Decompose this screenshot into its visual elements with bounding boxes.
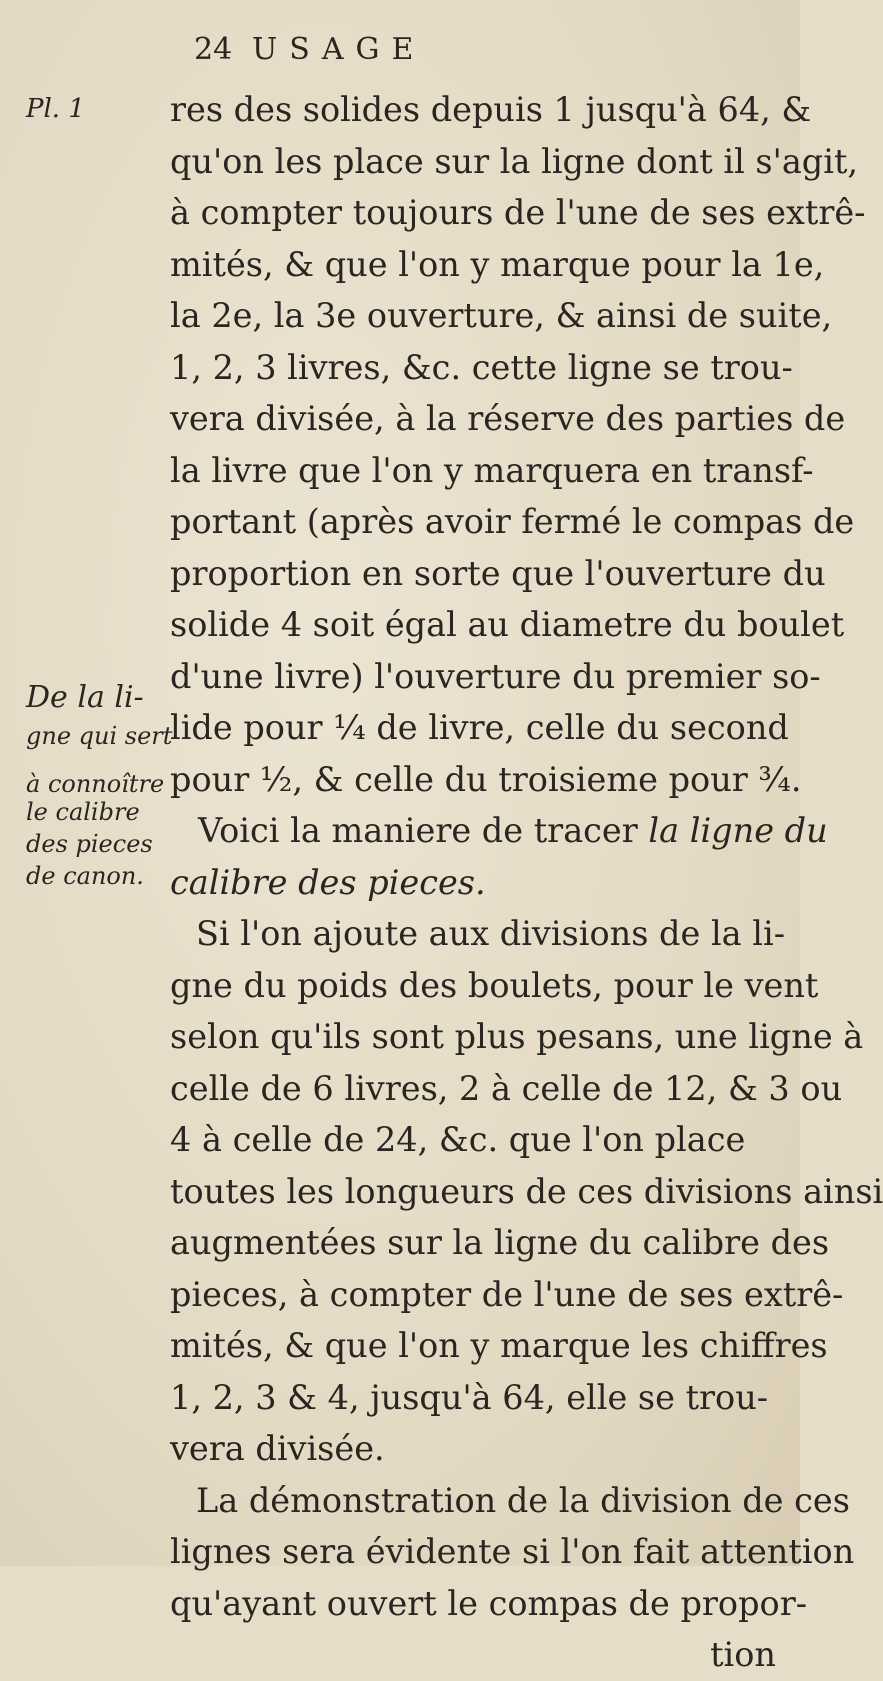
margin-sidenote	[26, 680, 176, 890]
text-line: celle de 6 livres, 2 à celle de 12, & 3 ou	[170, 1068, 843, 1108]
plate-reference: Pl. 1	[26, 94, 85, 124]
section-title-italic: calibre des pieces.	[170, 862, 486, 902]
text-line: toutes les longueurs de ces divisions ainsi	[170, 1171, 883, 1211]
text-line: Si l'on ajoute aux divisions de la li-	[196, 914, 786, 953]
text-line: mités, & que l'on y marque les chiffres	[170, 1326, 828, 1365]
text-line: lide pour ¼ de livre, celle du second	[170, 708, 789, 747]
text-line: d'une livre) l'ouverture du premier so-	[170, 656, 821, 696]
text-line: qu'on les place sur la ligne dont il s'agit,	[170, 141, 859, 181]
section-title-italic: la ligne du	[648, 811, 828, 850]
text-line: vera divisée, à la réserve des parties de	[170, 399, 846, 438]
text-line: la livre que l'on y marquera en transf-	[170, 450, 814, 490]
main-text	[170, 84, 883, 1681]
text-line: la 2e, la 3e ouverture, & ainsi de suite,	[170, 296, 833, 335]
text-line: lignes sera évidente si l'on fait attention	[170, 1532, 855, 1571]
text-line: proportion en sorte que l'ouverture du	[170, 553, 826, 593]
text-line: La démonstration de la division de ces	[196, 1480, 850, 1520]
text-line: 4 à celle de 24, &c. que l'on place	[170, 1120, 746, 1159]
text-line: à compter toujours de l'une de ses extrê-	[170, 193, 866, 232]
section-title-line	[170, 857, 790, 909]
text-line: res des solides depuis 1 jusqu'à 64, &	[170, 90, 812, 129]
text-line: vera divisée.	[170, 1429, 385, 1468]
text-line: gne du poids des boulets, pour le vent	[170, 965, 819, 1005]
catchword: tion	[710, 1635, 776, 1674]
section-title-line	[170, 805, 828, 857]
sidenote-line: à connoître	[26, 770, 165, 798]
page-header	[194, 32, 754, 72]
text-line: 1, 2, 3 & 4, jusqu'à 64, elle se trou-	[170, 1377, 769, 1417]
text-line: pour ½, & celle du troisieme pour ¾.	[170, 759, 802, 799]
sidenote-line: gne qui sert	[26, 722, 173, 750]
text-line: portant (après avoir fermé le compas de	[170, 502, 855, 541]
page-number: 24	[194, 32, 233, 67]
text-line: qu'ayant ouvert le compas de propor-	[170, 1583, 808, 1623]
text-line: augmentées sur la ligne du calibre des	[170, 1223, 830, 1262]
section-intro-text: Voici la maniere de tracer	[198, 811, 649, 850]
text-line: solide 4 soit égal au diametre du boulet	[170, 605, 845, 644]
sidenote-line: le calibre	[26, 798, 140, 826]
text-line: pieces, à compter de l'une de ses extrê-	[170, 1274, 844, 1314]
sidenote-line: De la li-	[26, 680, 144, 715]
text-line: selon qu'ils sont plus pesans, une ligne à	[170, 1017, 864, 1056]
running-head: USAGE	[252, 32, 426, 67]
text-line: 1, 2, 3 livres, &c. cette ligne se trou-	[170, 347, 793, 387]
text-line: mités, & que l'on y marque pour la 1e,	[170, 244, 825, 284]
sidenote-line: des pieces	[26, 830, 153, 858]
sidenote-line: de canon.	[26, 862, 144, 890]
